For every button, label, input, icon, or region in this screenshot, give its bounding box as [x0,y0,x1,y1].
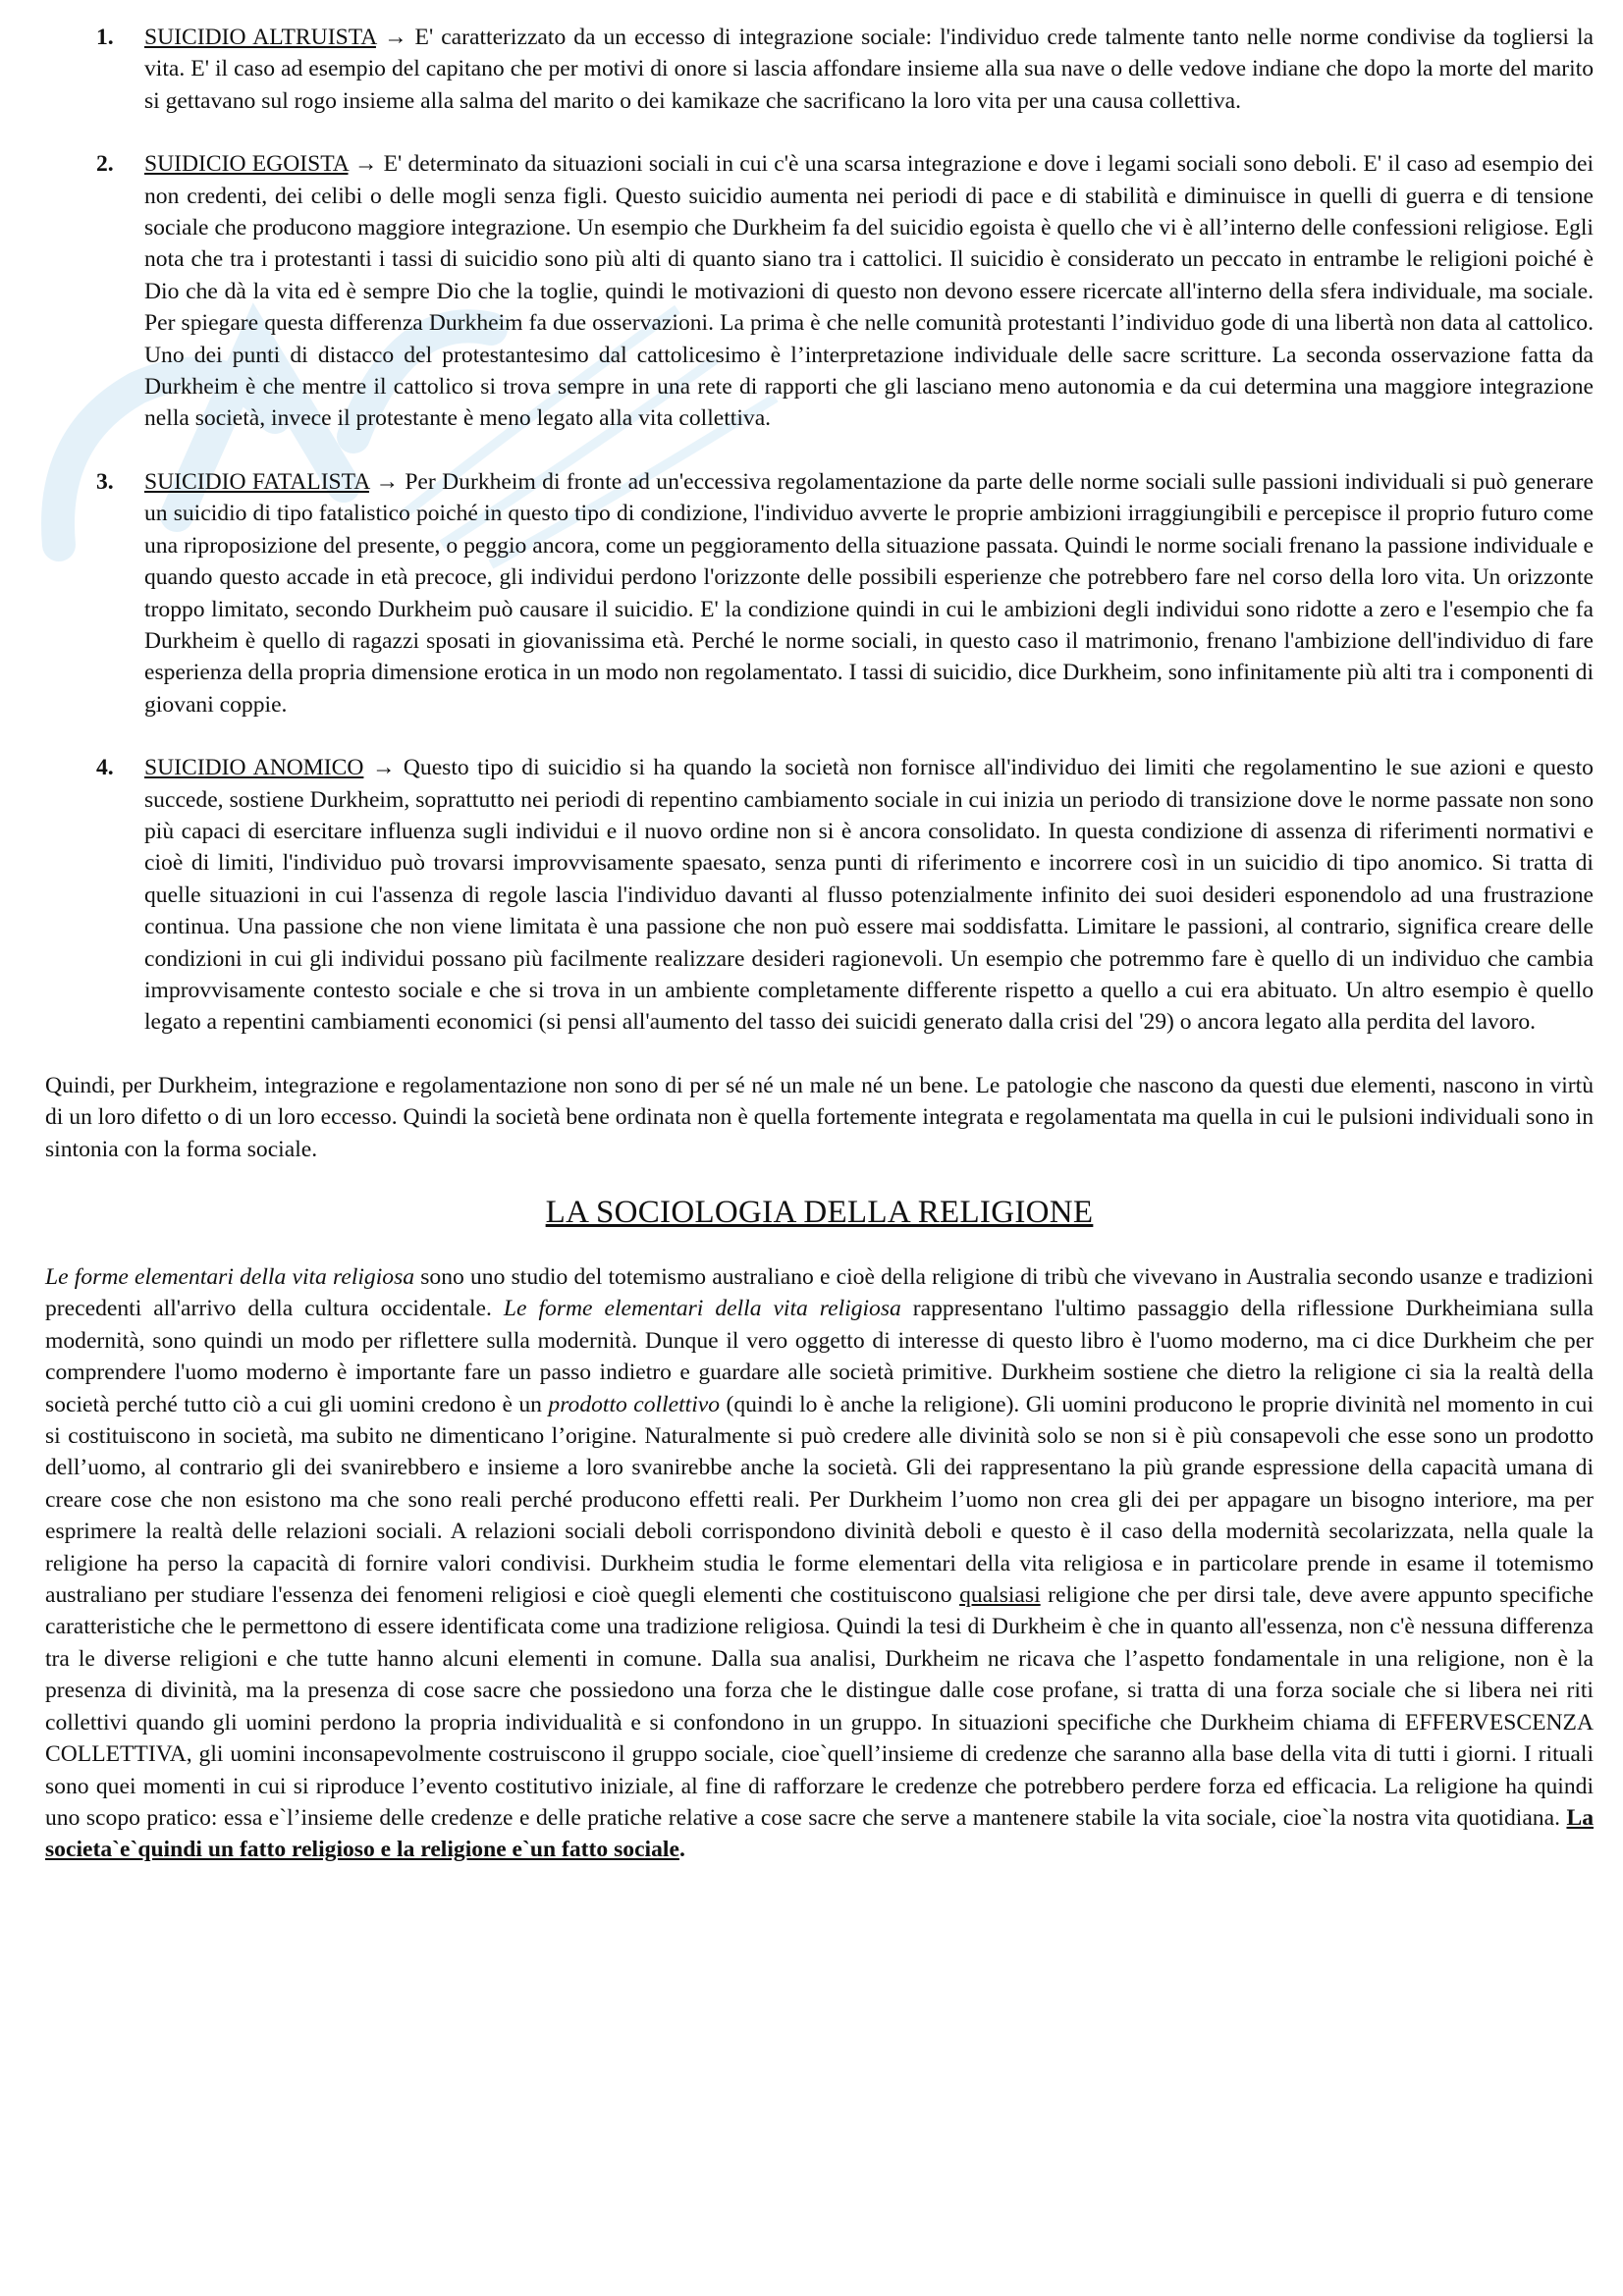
item-text: E' caratterizzato da un eccesso di integrazione sociale: l'individuo crede talmente tanto nelle norme condivise da togliersi la vita. E' il caso ad esempio del capitano che per motivi di onore si lascia affondare insieme alla sua nave o delle vedove indiane che dopo la morte del marito si gettavano sul rogo insieme alla salma del marito o dei kamikaze che sacrificano la loro vita per una causa collettiva. [144,25,1594,114]
book-title: Le forme elementari della vita religiosa [45,1264,415,1290]
item-number: 3. [96,468,114,495]
book-title: Le forme elementari della vita religiosa [503,1296,901,1322]
religion-paragraph [45,1261,1594,1866]
final-statement: La societa`e`quindi un fatto religioso e la religione e`un fatto sociale [45,1804,1594,1863]
item-text: Per Durkheim di fronte ad un'eccessiva regolamentazione da parte delle norme sociali sulle passioni individuali si può generare un suicidio di tipo fatalistico poiché in questo tipo di condizione, l'individuo avverte le proprie ambizioni irraggiungibili e percepisce il proprio futuro come una riproposizione del presente, o peggio ancora, come un peggioramento della situazione passata. Quindi le norme sociali frenano la passione individuale e quando questo accade in età precoce, gli individui perdono l'orizzonte delle possibili esperienze che potrebbero fare nel corso della loro vita. Un orizzonte troppo limitato, secondo Durkheim può causare il suicidio. E' la condizione quindi in cui le ambizioni degli individui sono ridotte a zero e l'esempio che fa Durkheim è quello di ragazzi sposati in giovanissima età. Perché le norme sociali, in questo caso il matrimonio, frenano l'ambizione dell'individuo di fare esperienza della propria dimensione erotica in un modo non regolamentato. I tassi di suicidio, dice Durkheim, sono infinitamente più alti tra i componenti di giovani coppie. [144,468,1595,718]
item-number: 2. [96,151,114,178]
paragraph-text: sono uno studio del totemismo australiano e cioè della religione di tribù che vivevano in Australia secondo usanze e tradizioni precedenti all'arrivo della cultura occidentale. [45,1264,1594,1322]
list-item [45,148,1594,435]
arrow-glyph: → [371,755,396,781]
suicide-term: SUIDICIO EGOISTA [144,151,349,178]
item-text: E' determinato da situazioni sociali in cui c'è una scarsa integrazione e dove i legami sociali sono deboli. E' il caso ad esempio dei non credenti, dei celibi o delle mogli senza figli. Questo suicidio aumenta nei periodi di pace e di stabilità e diminuisce in quelli di guerra e di tensione sociale che producono maggiore integrazione. Un esempio che Durkheim fa del suicidio egoista è quello che vi è all’interno delle confessioni religiose. Egli nota che tra i protestanti i tassi di suicidio sono più alti di quanto siano tra i cattolici. Il suicidio è considerato un peccato in entrambe le religioni poiché è Dio che dà la vita ed è sempre Dio che la toglie, quindi le motivazioni di questo non devono essere ricercate all'interno della sfera individuale, ma sociale. Per spiegare questa differenza Durkheim fa due osservazioni. La prima è che nelle comunità protestanti l’individuo gode di una libertà non data al cattolico. Uno dei punti di distacco del protestantesimo dal cattolicesimo è l’interpretazione individuale delle sacre scritture. La seconda osservazione fatta da Durkheim è che mentre il cattolico si trova sempre in una rete di rapporti che gli lasciano meno autonomia e da cui determina una maggiore integrazione nella società, invece il protestante è meno legato alla vita collettiva. [144,151,1594,432]
paragraph-text: (quindi lo è anche la religione). Gli uomini producono le proprie divinità nel momento in cui si costituiscono in società, ma subito ne dimenticano l’origine. Naturalmente si può credere alle divinità solo se non si è più consapevoli che esse sono un prodotto dell’uomo, al contrario gli dei svanirebbero e insieme a loro svanirebbe anche la società. Gli dei rappresentano la più grande espressione della capacità umana di creare cose che non esistono ma che sono reali perché producono effetti reali. Per Durkheim l’uomo non crea gli dei per appagare un bisogno interiore, ma per esprimere la realtà delle relazioni sociali. A relazioni sociali deboli corrispondono divinità deboli e questo è il caso della modernità secolarizzata, nella quale la religione ha perso la capacità di fornire valori condivisi. Durkheim studia le forme elementari della vita religiosa e in particolare prende in esame il totemismo australiano per studiare l'essenza dei fenomeni religiosi e cioè quegli elementi che costituiscono [45,1391,1595,1609]
arrow-glyph: → [375,468,399,495]
underlined-word: qualsiasi [959,1582,1041,1609]
final-period: . [678,1837,685,1863]
arrow-glyph: → [383,25,407,50]
document-content [45,22,1594,1866]
item-number: 4. [96,755,114,781]
paragraph-text: rappresentano l'ultimo passaggio della riflessione Durkheimiana sulla modernità, sono quindi un modo per riflettere sulla modernità. Dunque il vero oggetto di interesse di questo libro è l'uomo moderno, ma ci dice Durkheim che per comprendere l'uomo moderno è importante fare un passo indietro e guardare alle società primitive. Durkheim sostiene che dietro la religione ci sia la realtà della società perché tutto ciò a cui gli uomini credono è un [45,1296,1595,1417]
list-item [45,22,1594,117]
arrow-glyph: → [353,151,378,178]
section-heading: LA SOCIOLOGIA DELLA RELIGIONE [545,1195,1094,1230]
item-text: Questo tipo di suicidio si ha quando la società non fornisce all'individuo dei limiti che regolamentino le sue azioni e questo succede, sostiene Durkheim, soprattutto nei periodi di repentino cambiamento sociale in cui inizia un periodo di transizione dove le norme passate non sono più capaci di esercitare influenza sugli individui e il nuovo ordine non si è ancora consolidato. In questa condizione di assenza di riferimenti normativi e cioè di limiti, l'individuo può trovarsi improvvisamente spaesato, senza punti di riferimento e incorrere così in un suicidio di tipo anomico. Si tratta di quelle situazioni in cui l'assenza di regole lascia l'individuo davanti al flusso potenzialmente infinito dei suoi desideri esponendolo ad una frustrazione continua. Una passione che non viene limitata è una passione che non può essere mai soddisfatta. Limitare le passioni, al contrario, significa creare delle condizioni in cui gli individui possano più facilmente realizzare desideri ragionevoli. Un esempio che potremmo fare è quello di un individuo che cambia improvvisamente contesto sociale e che si trova in un ambiente completamente differente rispetto a quello a cui era abituato. Un altro esempio è quello legato a repentini cambiamenti economici (si pensi all'aumento del tasso dei suicidi generato dalla crisi del '29) o ancora legato alla perdita del lavoro. [144,755,1594,1036]
paragraph-text: religione che per dirsi tale, deve avere appunto specifiche caratteristiche che le permettono di essere identificata come una tradizione religiosa. Quindi la tesi di Durkheim è che in quanto all'essenza, non c'è nessuna differenza tra le diverse religioni e che tutte hanno alcuni elementi in comune. Dalla sua analisi, Durkheim ne ricava che l’aspetto fondamentale in una religione, non è la presenza di divinità, ma la presenza di cose sacre che possiedono una forza che le distingue dalle cose profane, si tratta di una forza sociale che si libera nei riti collettivi quando gli uomini perdono la propria individualità e si confondono in un gruppo. In situazioni specifiche che Durkheim chiama di EFFERVESCENZA COLLETTIVA, gli uomini inconsapevolmente costruiscono il gruppo sociale, cioe`quell’insieme di credenze che saranno alla base della vita di tutti i giorni. I rituali sono quei momenti in cui si riproduce l’evento costitutivo iniziale, al fine di rafforzare le credenze che potrebbero perdere forza ed efficacia. La religione ha quindi uno scopo pratico: essa e`l’insieme delle credenze e delle pratiche relative a cose sacre che serve a mantenere stabile la vita sociale, cioe`la nostra vita quotidiana. [45,1582,1594,1831]
suicide-term: SUICIDIO ALTRUISTA [144,25,376,50]
suicide-types-list [45,22,1594,1039]
conclusion-paragraph: Quindi, per Durkheim, integrazione e regolamentazione non sono di per sé né un male né un bene. Le patologie che nascono da questi due elementi, nascono in virtù di un loro difetto o di un loro eccesso. Quindi la società bene ordinata non è quella fortemente integrata e regolamentata ma quella in cui le pulsioni individuali sono in sintonia con la forma sociale. [45,1072,1594,1162]
suicide-term: SUICIDIO ANOMICO [144,755,364,781]
suicide-term: SUICIDIO FATALISTA [144,468,369,495]
list-item [45,752,1594,1039]
item-number: 1. [96,25,114,50]
emphasis-text: prodotto collettivo [548,1391,721,1417]
list-item [45,466,1594,721]
